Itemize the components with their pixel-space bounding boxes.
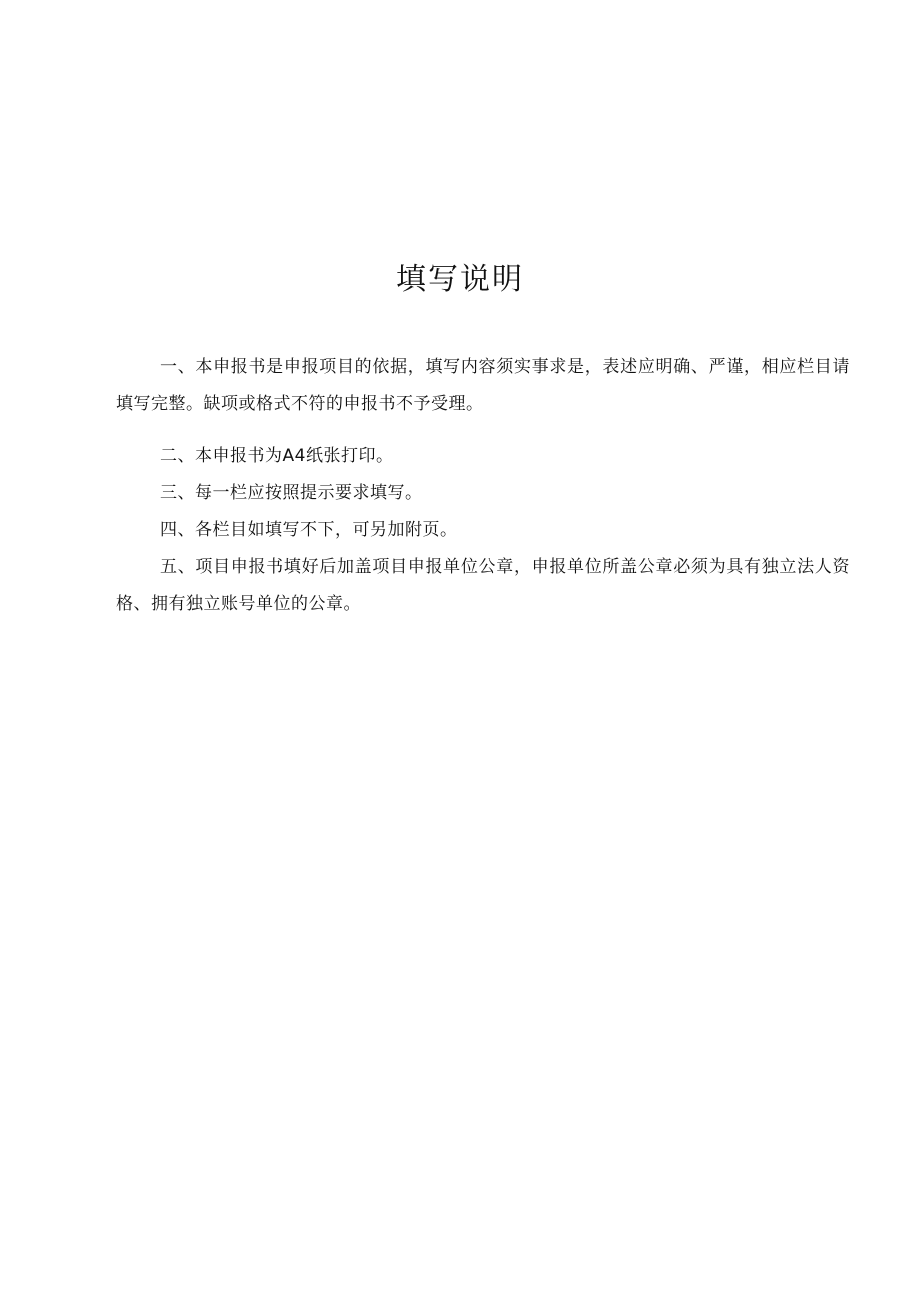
instructions-body: [116, 349, 850, 623]
instruction-paragraph-1: 一、本申报书是申报项目的依据，填写内容须实事求是，表述应明确、严谨，相应栏目请填写完整。缺项或格式不符的申报书不予受理。: [116, 357, 850, 414]
instruction-paragraph-2: 二、本申报书为A4纸张打印。: [160, 446, 394, 466]
page-title: 填写说明: [396, 262, 524, 297]
instruction-paragraph-3: 三、每一栏应按照提示要求填写。: [160, 483, 423, 503]
instruction-paragraph-4: 四、各栏目如填写不下，可另加附页。: [160, 520, 458, 540]
instruction-paragraph-5: 五、项目申报书填好后加盖项目申报单位公章，申报单位所盖公章必须为具有独立法人资格、拥有独立账号单位的公章。: [116, 557, 850, 614]
